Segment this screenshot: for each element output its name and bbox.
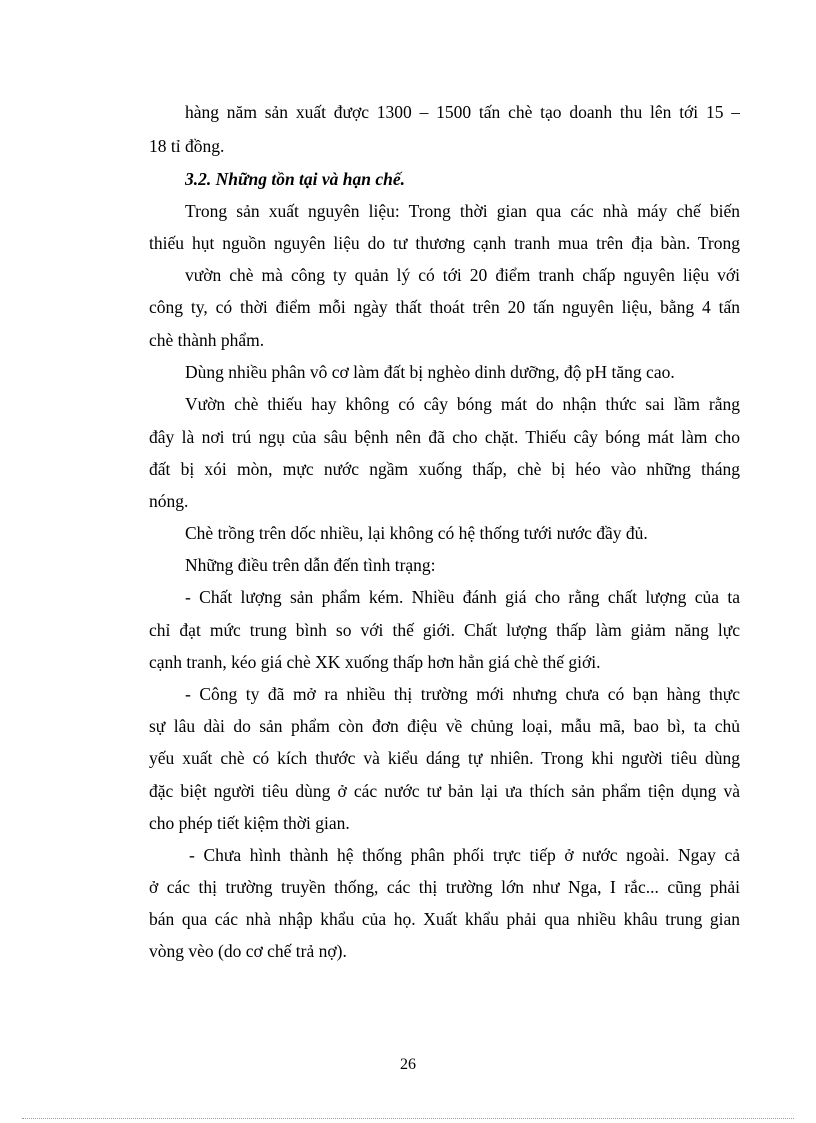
text-line: cho phép tiết kiệm thời gian. xyxy=(149,813,350,833)
text-line: hàng năm sản xuất được 1300 – 1500 tấn chè tạo doanh thu lên tới 15 – xyxy=(185,102,740,122)
text-line: 18 tỉ đồng. xyxy=(149,136,225,156)
text-line: Những điều trên dẫn đến tình trạng: xyxy=(185,555,436,575)
text-line: chè thành phẩm. xyxy=(149,330,265,350)
text-line: công ty, có thời điểm mỗi ngày thất thoát trên 20 tấn nguyên liệu, bằng 4 tấn xyxy=(149,297,740,317)
text-line: thiếu hụt nguồn nguyên liệu do tư thương cạnh tranh mua trên địa bàn. Trong xyxy=(149,233,740,253)
text-line: đất bị xói mòn, mực nước ngầm xuống thấp, chè bị héo vào những tháng xyxy=(149,459,740,479)
footer-divider xyxy=(22,1118,794,1119)
text-line: vườn chè mà công ty quản lý có tới 20 điểm tranh chấp nguyên liệu với xyxy=(185,265,740,285)
text-line: vòng vèo (do cơ chế trả nợ). xyxy=(149,941,347,961)
text-line: bán qua các nhà nhập khẩu của họ. Xuất khẩu phải qua nhiều khâu trung gian xyxy=(149,909,740,929)
text-line: nóng. xyxy=(149,491,189,511)
text-line: đây là nơi trú ngụ của sâu bệnh nên đã cho chặt. Thiếu cây bóng mát làm cho xyxy=(149,427,740,447)
text-line: Chè trồng trên dốc nhiều, lại không có hệ thống tưới nước đầy đủ. xyxy=(185,523,648,543)
text-line: chỉ đạt mức trung bình so với thế giới. Chất lượng thấp làm giảm năng lực xyxy=(149,620,740,640)
text-line: - Chất lượng sản phẩm kém. Nhiều đánh giá cho rằng chất lượng của ta xyxy=(185,587,740,607)
text-line: Vườn chè thiếu hay không có cây bóng mát do nhận thức sai lầm rằng xyxy=(185,394,740,414)
text-line: cạnh tranh, kéo giá chè XK xuống thấp hơn hẳn giá chè thế giới. xyxy=(149,652,601,672)
text-line: yếu xuất chè có kích thước và kiểu dáng tự nhiên. Trong khi người tiêu dùng xyxy=(149,748,740,768)
text-line: - Công ty đã mở ra nhiều thị trường mới nhưng chưa có bạn hàng thực xyxy=(185,684,740,704)
text-line: - Chưa hình thành hệ thống phân phối trực tiếp ở nước ngoài. Ngay cả xyxy=(189,845,740,865)
text-line: Dùng nhiều phân vô cơ làm đất bị nghèo dinh dưỡng, độ pH tăng cao. xyxy=(185,362,675,382)
text-line: sự lâu dài do sản phẩm còn đơn điệu về chủng loại, mẫu mã, bao bì, ta chủ xyxy=(149,716,740,736)
section-heading: 3.2. Những tồn tại và hạn chế. xyxy=(185,169,406,189)
page-number: 26 xyxy=(400,1056,416,1073)
text-line: đặc biệt người tiêu dùng ở các nước tư bản lại ưa thích sản phẩm tiện dụng và xyxy=(149,781,740,801)
text-line: ở các thị trường truyền thống, các thị trường lớn như Nga, I rắc... cũng phải xyxy=(149,877,740,897)
text-line: Trong sản xuất nguyên liệu: Trong thời gian qua các nhà máy chế biến xyxy=(185,201,740,221)
